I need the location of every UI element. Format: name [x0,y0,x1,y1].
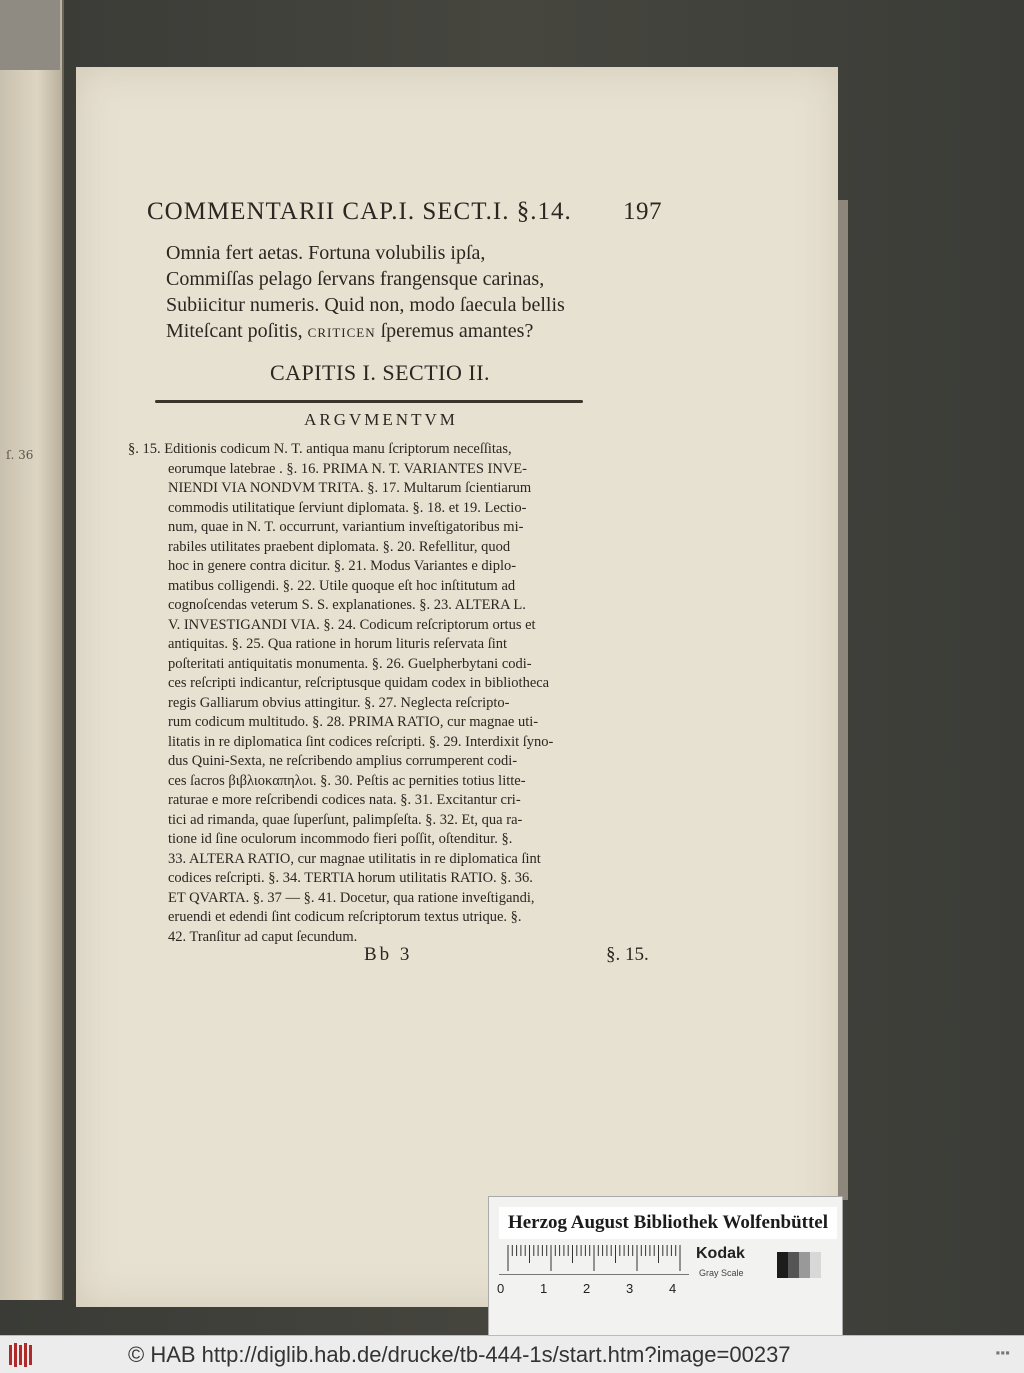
argument-line: 33. ALTERA RATIO, cur magnae utilitatis in re diplomatica ſint [168,850,541,867]
argument-line: tione id ſine oculorum incommodo fieri poſſit, oſtenditur. §. [168,831,513,847]
kodak-logo: Kodak [696,1245,745,1262]
verse-text: Miteſcant poſitis, [166,320,308,342]
page-number: 197 [623,198,662,225]
library-name: Herzog August Bibliothek Wolfenbüttel [499,1207,837,1239]
previous-page-edge [0,0,64,1300]
argument-line: NIENDI VIA NONDVM TRITA. §. 17. Multarum ſcientiarum [168,480,532,496]
gray-swatch [799,1252,810,1278]
argument-line: commodis utilitatique ſerviunt diplomata. §. 18. et 19. Lectio- [168,499,527,516]
argument-line: ces reſcripti indicantur, reſcriptusque quidam codex in bibliotheca [168,675,550,691]
argument-line: ET QVARTA. §. 37 — §. 41. Docetur, qua ratione inveſtigandi, [168,889,535,906]
gray-scale-label: Gray Scale [699,1268,744,1278]
ruler-ticks [507,1245,689,1271]
footer-bar [0,1335,1024,1373]
ruler-scale [499,1245,689,1275]
argument-line: codices reſcripti. §. 34. TERTIA horum utilitatis RATIO. §. 36. [168,870,533,886]
argument-line: dus Quini-Sexta, ne reſcribendo amplius corrumperent codi- [168,753,518,769]
argument-line: §. 15. Editionis codicum N. T. antiqua manu ſcriptorum neceſſitas, [128,441,512,457]
copyright-link[interactable]: © HAB http://diglib.hab.de/drucke/tb-444-1s/start.htm?image=00237 [128,1342,791,1367]
color-calibration-card [488,1196,843,1336]
argument-line: eorumque latebrae . §. 16. PRIMA N. T. VARIANTES INVE- [168,460,527,477]
argument-line: tici ad rimanda, quae ſuperſunt, palimpſeſta. §. 32. Et, qua ra- [168,811,523,828]
corner-marks: ▪▪▪ [995,1348,1010,1357]
gray-swatch [810,1252,821,1278]
argument-line: antiquitas. §. 25. Qua ratione in horum lituris reſervata ſint [168,636,508,652]
argument-line: ces ſacros βιβλιοκαπηλοι. §. 30. Peſtis ac pernities totius litte- [168,772,526,789]
argument-line: rum codicum multitudo. §. 28. PRIMA RATIO, cur magnae uti- [168,714,539,730]
ruler-number: 4 [669,1281,677,1296]
verse-text: ſperemus amantes? [375,320,534,342]
argument-line: 42. Tranſitur ad caput ſecundum. [168,928,358,945]
argument-line: poſteritati antiquitatis monumenta. §. 26. Guelpherbytani codi- [168,655,532,672]
argument-line: litatis in re diplomatica ſint codices reſcripti. §. 29. Interdixit ſyno- [168,733,554,750]
ruler-number: 3 [626,1281,634,1296]
gray-swatch [777,1252,788,1278]
gray-swatch [788,1252,799,1278]
argument-line: cognoſcendas veterum S. S. explanationes. §. 23. ALTERA L. [168,597,526,613]
running-head-title: COMMENTARII CAP.I. SECT.I. §.14. [147,198,572,225]
argument-line: num, quae in N. T. occurrunt, variantium inveſtigatoribus mi- [168,519,524,535]
small-caps-word: CRITICEN [307,325,376,340]
ruler-number: 1 [540,1281,548,1296]
argument-body [118,440,600,947]
argument-line: eruendi et edendi ſint codicum reſcriptorum textus utrique. §. [168,909,522,925]
verse-line: Commiſſas pelago ſervans frangensque carinas, [166,268,545,290]
argument-heading: ARGVMENTVM [304,410,458,429]
argument-line: rabiles utilitates praebent diplomata. §. 20. Refellitur, quod [168,538,511,555]
ruler-number: 0 [497,1281,505,1296]
previous-page-top-shadow [0,0,60,70]
hab-logo-icon [8,1342,34,1368]
next-page-edge [838,200,848,1200]
verse-line [166,318,533,346]
ruler-number: 2 [583,1281,591,1296]
verse-line: Subiicitur numeris. Quid non, modo ſaecula bellis [166,294,565,316]
verse-line: Omnia fert aetas. Fortuna volubilis ipſa, [166,242,486,264]
previous-page-mark: ſ. 36 [6,448,34,462]
running-head [147,198,662,234]
catchword: §. 15. [606,944,649,965]
heading-rule [155,400,583,403]
argument-line: regis Galliarum obvius attingitur. §. 27. Neglecta reſcripto- [168,694,510,711]
argument-line: V. INVESTIGANDI VIA. §. 24. Codicum reſcriptorum ortus et [168,616,536,633]
argument-line: raturae e more reſcribendi codices nata. §. 31. Excitantur cri- [168,792,521,808]
argument-line: matibus colligendi. §. 22. Utile quoque eſt hoc inſtitutum ad [168,577,516,594]
signature-mark: Bb 3 [364,944,413,965]
argument-line: hoc in genere contra dicitur. §. 21. Modus Variantes e diplo- [168,558,517,574]
section-heading: CAPITIS I. SECTIO II. [269,360,491,385]
